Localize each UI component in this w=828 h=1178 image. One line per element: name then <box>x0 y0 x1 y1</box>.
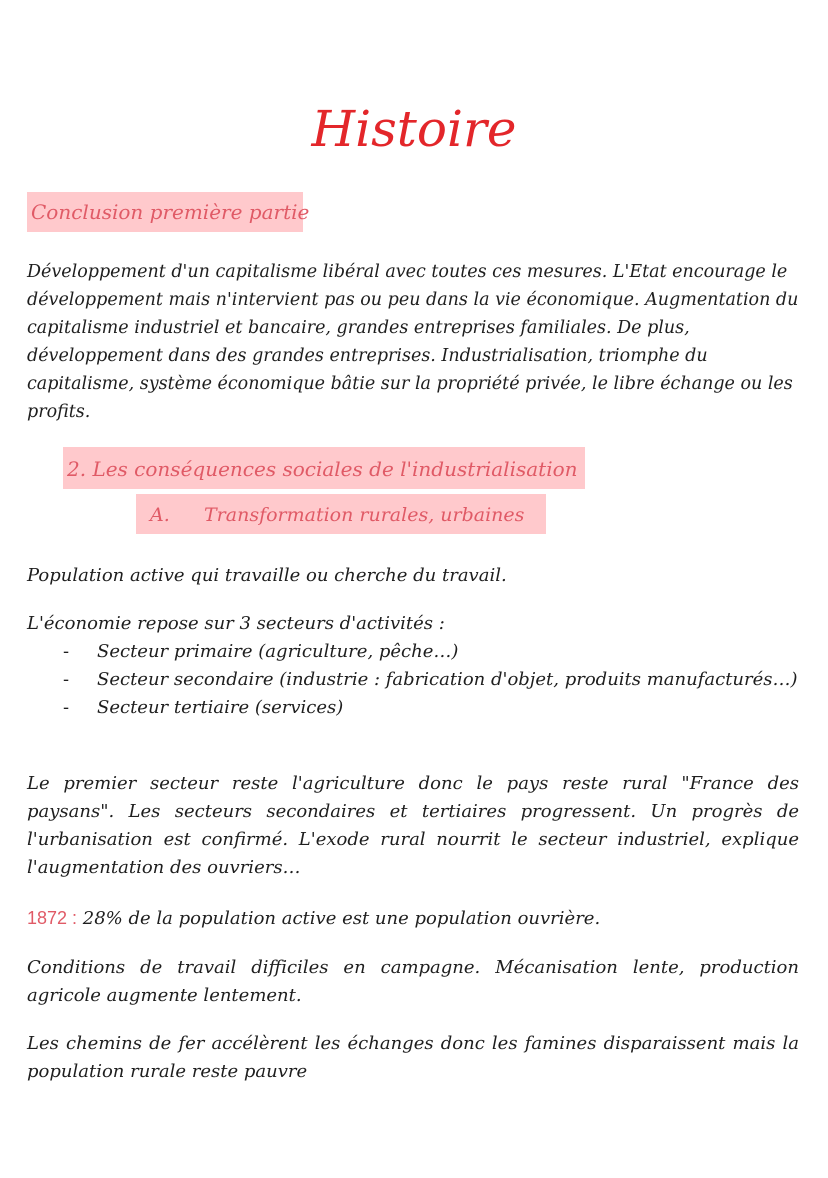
conclusion-paragraph: Développement d'un capitalisme libéral avec toutes ces mesures. L'Etat encourage le développement mais n'intervient pas ou peu dans la vie économique. Augmentation du capitalisme industriel et bancaire, grandes entreprises familiales. De plus, développement dans des grandes entreprises. Industrialisation, triomphe du capitalisme, système économique bâtie sur la propriété privée, le libre échange ou les profits. <box>27 262 799 422</box>
subsection-heading <box>136 494 546 534</box>
chemins-paragraph: Les chemins de fer accélèrent les échanges donc les famines disparaissent mais la population rurale reste pauvre <box>27 1033 799 1082</box>
section-heading: 2. Les conséquences sociales de l'industrialisation <box>63 447 585 489</box>
list-marker: - <box>63 641 70 662</box>
subsection-title: Transformation rurales, urbaines <box>204 504 525 526</box>
list-marker: - <box>63 697 70 718</box>
date-label: 1872 : <box>27 908 78 928</box>
conditions-paragraph: Conditions de travail difficiles en campagne. Mécanisation lente, production agricole augmente lentement. <box>27 957 799 1006</box>
subsection-letter: A. <box>150 504 170 526</box>
list-item <box>27 638 799 666</box>
economy-intro: L'économie repose sur 3 secteurs d'activités : <box>27 613 445 634</box>
sector-tertiary: Secteur tertiaire (services) <box>97 697 344 718</box>
conclusion-heading: Conclusion première partie <box>27 192 303 232</box>
premier-secteur-paragraph: Le premier secteur reste l'agriculture donc le pays reste rural "France des paysans". Les secteurs secondaires et tertiaires progressent. Un progrès de l'urbanisation est confirmé. L'exode rural nourrit le secteur industriel, explique l'augmentation des ouvriers… <box>27 773 799 878</box>
economy-block <box>27 610 799 722</box>
population-paragraph: Population active qui travaille ou cherche du travail. <box>27 565 507 586</box>
list-item <box>27 666 799 694</box>
sector-secondary: Secteur secondaire (industrie : fabrication d'objet, produits manufacturés…) <box>97 669 798 690</box>
list-marker: - <box>63 669 70 690</box>
sector-primary: Secteur primaire (agriculture, pêche…) <box>97 641 459 662</box>
sector-list <box>27 638 799 722</box>
list-item <box>27 694 799 722</box>
page-title: Histoire <box>311 100 517 158</box>
date-paragraph <box>27 904 799 933</box>
date-text: 28% de la population active est une population ouvrière. <box>82 908 601 929</box>
